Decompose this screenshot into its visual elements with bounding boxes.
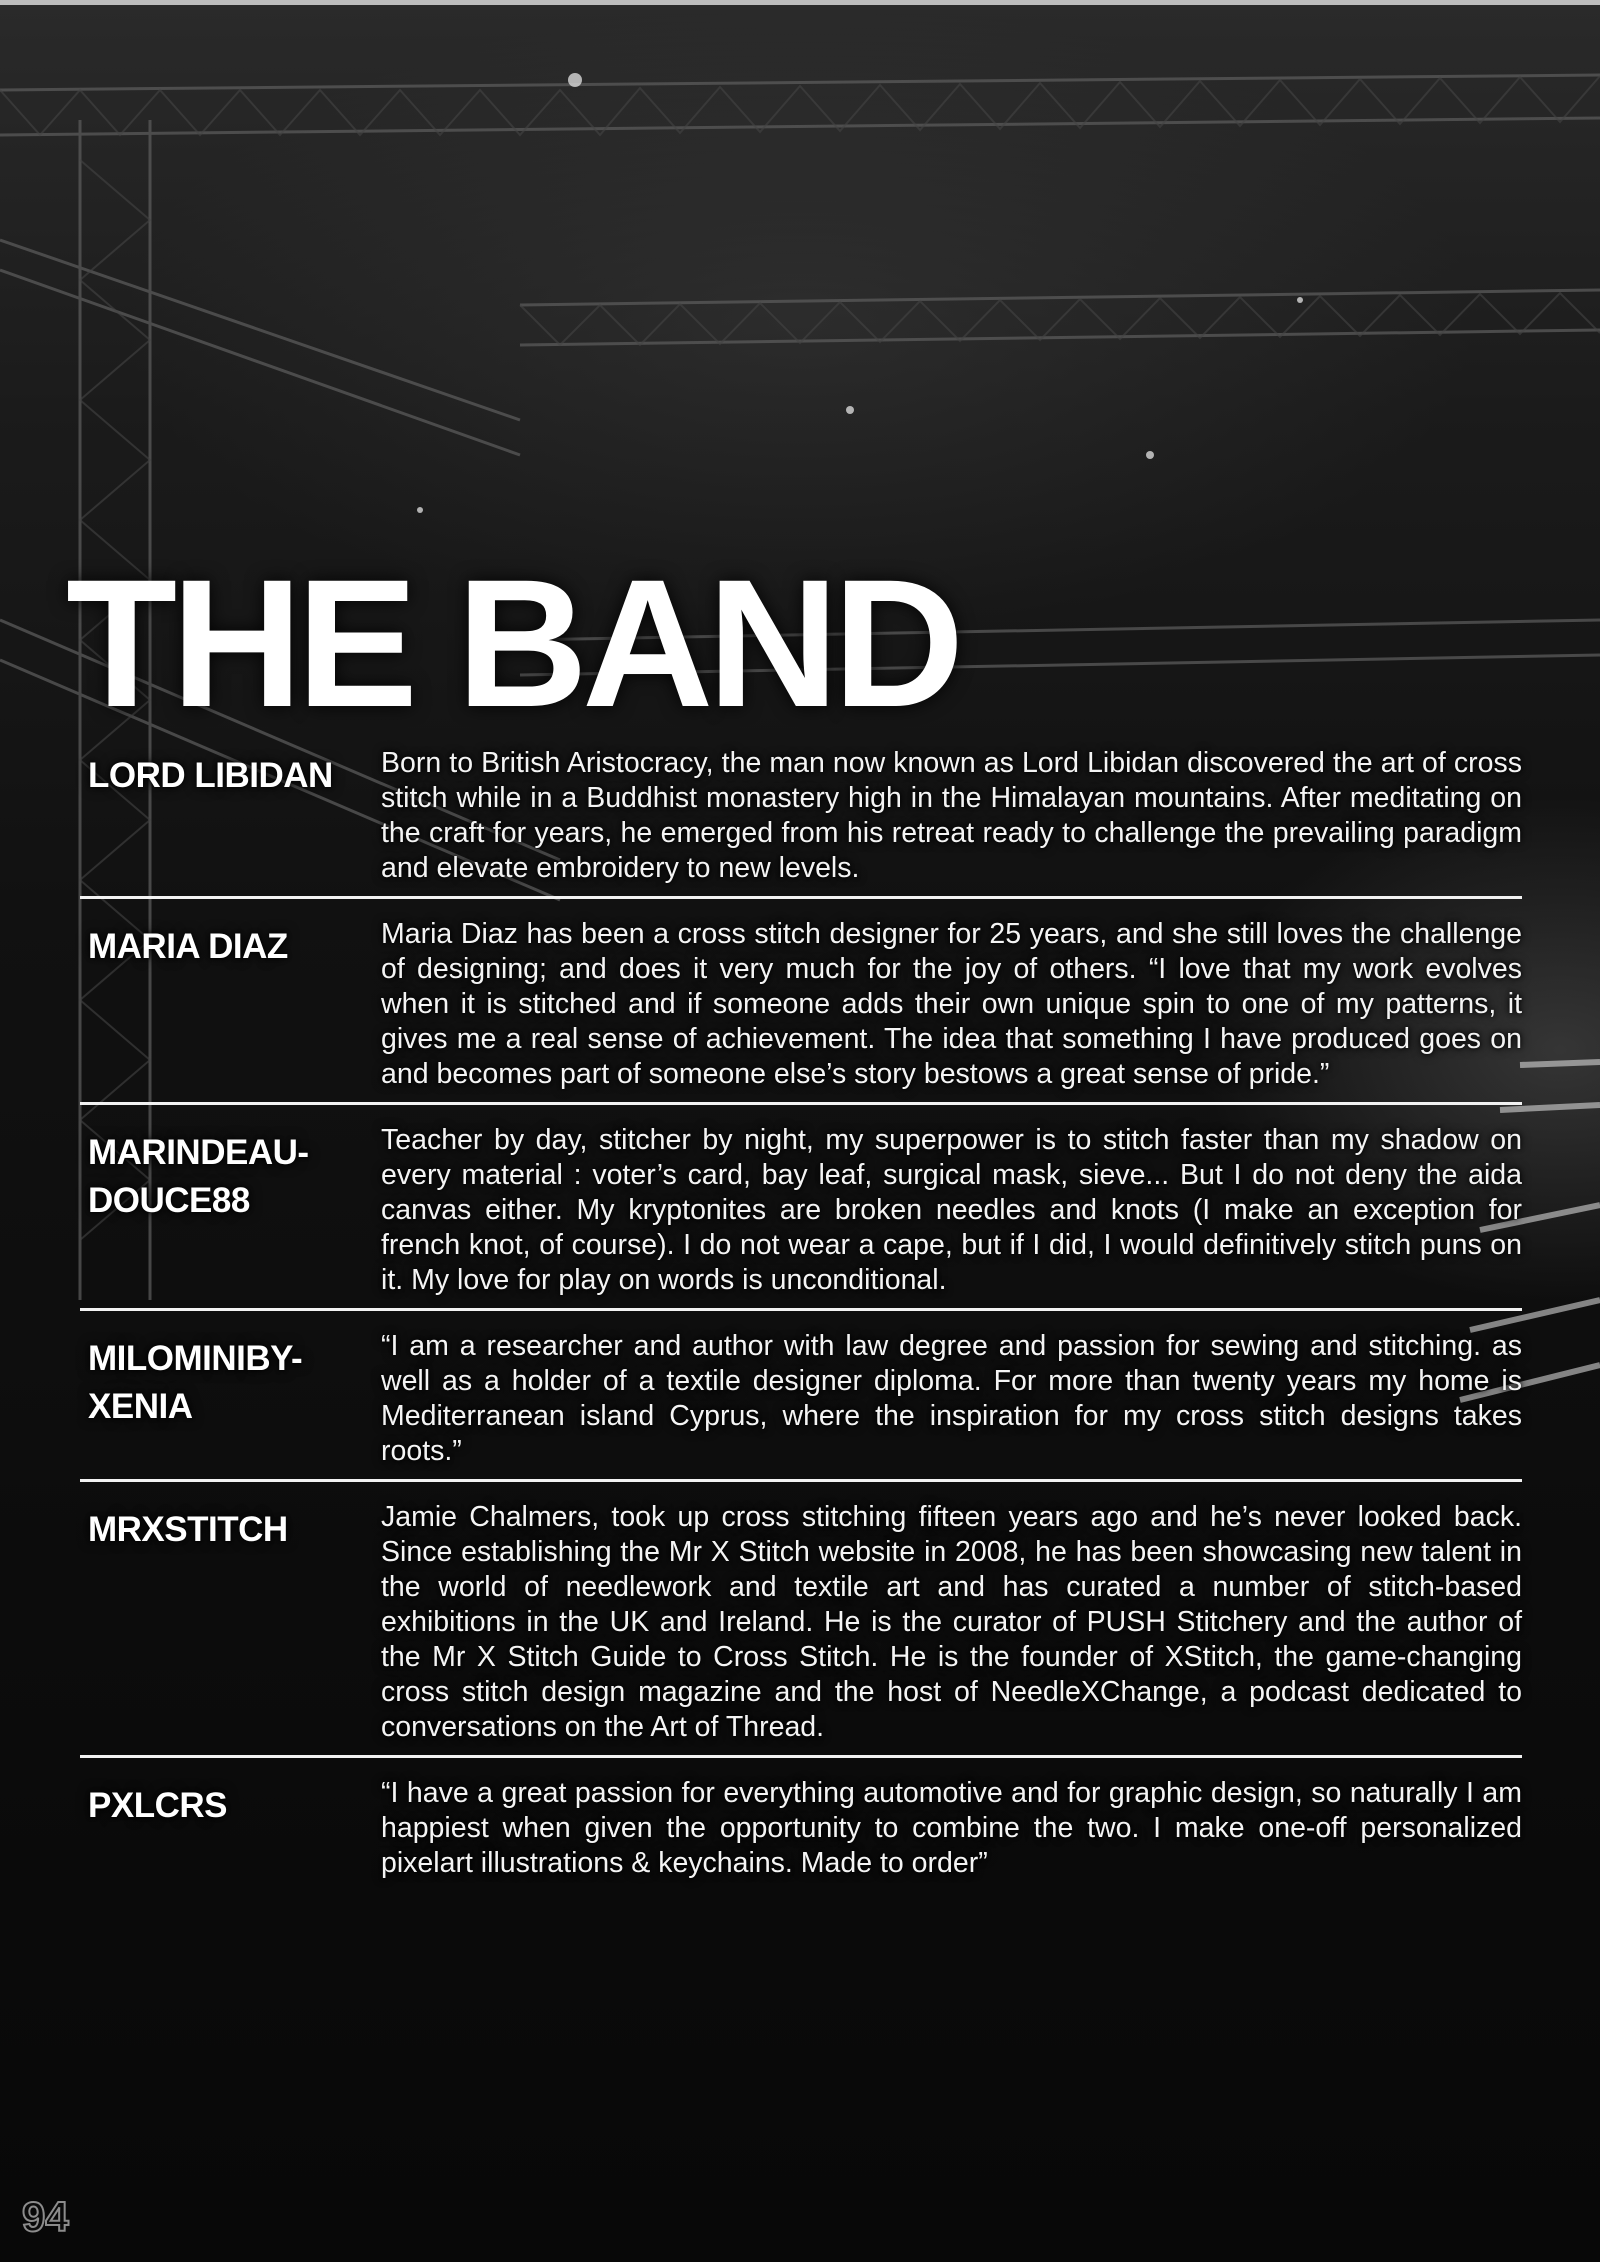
band-entry-lord-libidan (80, 742, 1522, 899)
band-entry-maria-diaz (80, 913, 1522, 1105)
member-bio: “I have a great passion for everything automotive and for graphic design, so naturally I am happiest when given the opportunity to combine the two. I make one-off personalized pixelart illustrations & keychains. Made to order” (381, 1777, 1522, 1879)
member-bio: Jamie Chalmers, took up cross stitching fifteen years ago and he’s never looked back. Since establishing the Mr X Stitch website in 2008, he has been showcasing new talent in the world of needlework and textile art and has curated a number of stitch-based exhibitions in the UK and Ireland. He is the curator of PUSH Stitchery and the author of the Mr X Stitch Guide to Cross Stitch. He is the founder of XStitch, the game-changing cross stitch design magazine and the host of NeedleXChange, a podcast dedicated to conversations on the Art of Thread. (381, 1501, 1522, 1743)
member-name: MARIA DIAZ (88, 927, 288, 966)
page-title: THE BAND (66, 541, 959, 745)
member-name: MILOMINIBY-XENIA (88, 1339, 303, 1426)
member-name: PXLCRS (88, 1786, 227, 1825)
member-name: MRXSTITCH (88, 1510, 288, 1549)
band-entry-mrxstitch (80, 1496, 1522, 1758)
band-entry-marindeau-douce88 (80, 1119, 1522, 1311)
page-number: 94 (22, 2193, 69, 2240)
band-entry-pxlcrs (80, 1772, 1522, 1891)
member-bio: Born to British Aristocracy, the man now known as Lord Libidan discovered the art of cross stitch while in a Buddhist monastery high in the Himalayan mountains. After meditating on the craft for years, he emerged from his retreat ready to challenge the prevailing paradigm and elevate embroidery to new levels. (381, 747, 1522, 884)
member-bio: Maria Diaz has been a cross stitch designer for 25 years, and she still loves the challenge of designing; and does it very much for the joy of others. “I love that my work evolves when it is stitched and if someone adds their own unique spin to one of my patterns, it gives me a real sense of achievement. The idea that something I have produced goes on and becomes part of someone else’s story bestows a great sense of pride.” (381, 918, 1522, 1090)
member-bio: Teacher by day, stitcher by night, my superpower is to stitch faster than my shadow on every material : voter’s card, bay leaf, surgical mask, sieve... But I do not deny the aida canvas either. My kryptonites are broken needles and knots (I make an exception for french knot, of course). I do not wear a cape, but if I did, I would definitively stitch puns on it. My love for play on words is unconditional. (381, 1124, 1522, 1296)
member-name: MARINDEAU-DOUCE88 (88, 1133, 309, 1220)
band-entry-milominiby-xenia (80, 1325, 1522, 1482)
member-name: LORD LIBIDAN (88, 756, 333, 795)
band-roster (80, 742, 1522, 1905)
member-bio: “I am a researcher and author with law degree and passion for sewing and stitching. as well as a holder of a textile designer diploma. For more than twenty years my home is Mediterranean island Cyprus, where the inspiration for my cross stitch designs takes roots.” (381, 1330, 1522, 1467)
